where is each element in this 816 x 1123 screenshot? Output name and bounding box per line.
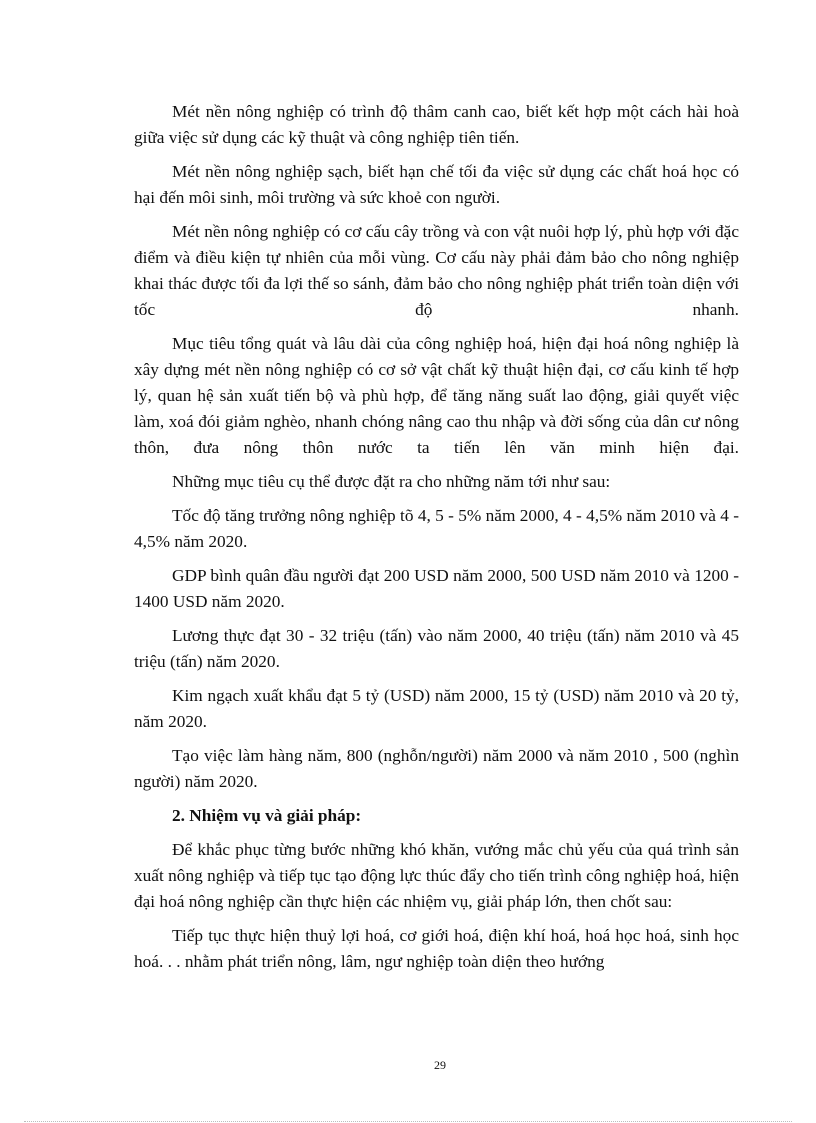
paragraph-specific-goals-intro: Những mục tiêu cụ thể được đặt ra cho những năm tới như sau: [172, 472, 611, 491]
paragraph-export-turnover: Kim ngạch xuất khẩu đạt 5 tỷ (USD) năm 2000, 15 tỷ (USD) năm 2010 và 20 tỷ, năm 2020. [134, 686, 739, 731]
paragraph-tasks-solutions: Để khắc phục từng bước những khó khăn, vướng mắc chủ yếu của quá trình sản xuất nông nghiệp và tiếp tục tạo động lực thúc đẩy cho tiến trình công nghiệp hoá, hiện đại hoá nông nghiệp cần thực hiện các nhiệm vụ, giải pháp lớn, then chốt sau: [134, 840, 739, 911]
section-heading: 2. Nhiệm vụ và giải pháp: [172, 806, 362, 825]
paragraph-gdp-per-capita: GDP bình quân đầu người đạt 200 USD năm 2000, 500 USD năm 2010 và 1200 - 1400 USD năm 2020. [134, 566, 739, 611]
page-bottom-divider [24, 1121, 792, 1122]
paragraph-general-goal: Mục tiêu tổng quát và lâu dài của công nghiệp hoá, hiện đại hoá nông nghiệp là xây dựng mét nền nông nghiệp có cơ sở vật chất kỹ thuật hiện đại, cơ cấu kinh tế hợp lý, quan hệ sản xuất tiến bộ và phù hợp, để tăng năng suất lao động, giải quyết việc làm, xoá đói giảm nghèo, nhanh chóng nâng cao thu nhập và đời sống của dân cư nông thôn, đưa nông thôn nước ta tiến lên văn minh hiện đại. [134, 334, 739, 457]
paragraph-growth-rate: Tốc độ tăng trưởng nông nghiệp tõ 4, 5 - 5% năm 2000, 4 - 4,5% năm 2010 và 4 - 4,5% năm 2020. [134, 506, 739, 551]
paragraph-crop-structure: Mét nền nông nghiệp có cơ cấu cây trồng và con vật nuôi hợp lý, phù hợp với đặc điểm và điều kiện tự nhiên của mỗi vùng. Cơ cấu này phải đảm bảo cho nông nghiệp khai thác được tối đa lợi thế so sánh, đảm bảo cho nông nghiệp phát triển toàn diện với tốc độ nhanh. [134, 222, 739, 319]
paragraph-modernization: Tiếp tục thực hiện thuỷ lợi hoá, cơ giới hoá, điện khí hoá, hoá học hoá, sinh học hoá. . . nhằm phát triển nông, lâm, ngư nghiệp toàn diện theo hướng [134, 926, 739, 971]
paragraph-job-creation: Tạo việc làm hàng năm, 800 (nghỗn/người) năm 2000 và năm 2010 , 500 (nghìn người) năm 2020. [134, 746, 739, 791]
paragraph-clean-farming: Mét nền nông nghiệp sạch, biết hạn chế tối đa việc sử dụng các chất hoá học có hại đến môi sinh, môi trường và sức khoẻ con người. [134, 162, 739, 207]
paragraph-food-output: Lương thực đạt 30 - 32 triệu (tấn) vào năm 2000, 40 triệu (tấn) năm 2010 và 45 triệu (tấn) năm 2020. [134, 626, 739, 671]
page-number: 29 [434, 1058, 446, 1072]
paragraph-intensive-farming: Mét nền nông nghiệp có trình độ thâm canh cao, biết kết hợp một cách hài hoà giữa việc sử dụng các kỹ thuật và công nghiệp tiên tiến. [134, 102, 739, 147]
document-body [134, 99, 739, 983]
